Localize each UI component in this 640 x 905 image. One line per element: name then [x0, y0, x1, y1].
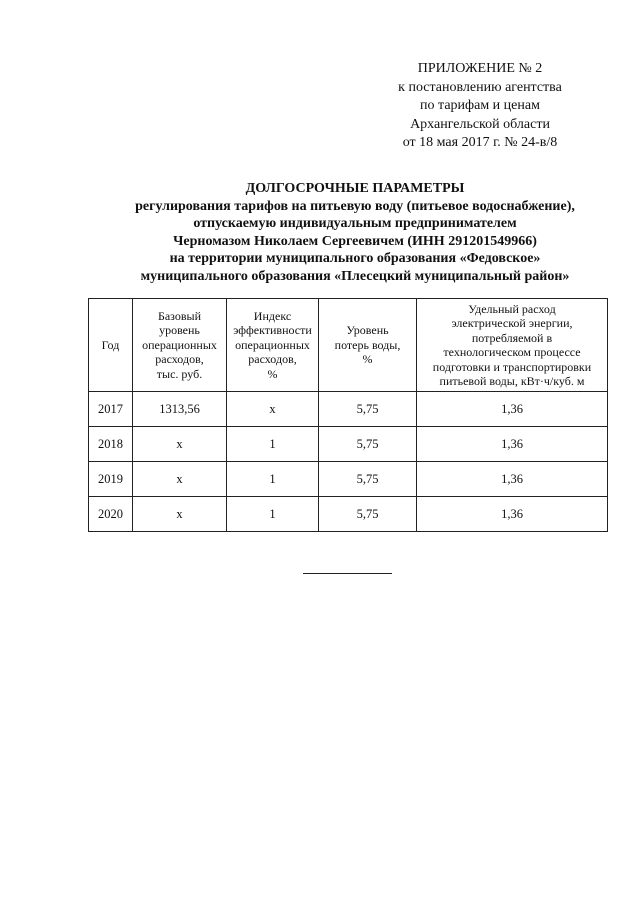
header-energy-consumption: Удельный расход электрической энергии, потребляемой в технологическом процессе подготовки и транспортировки питьевой воды, кВт·ч/куб. м — [417, 299, 608, 392]
title-line: Черномазом Николаем Сергеевичем (ИНН 291201549966) — [173, 233, 537, 249]
title-heading: ДОЛГОСРОЧНЫЕ ПАРАМЕТРЫ — [245, 181, 465, 196]
cell-efficiency-index: 1 — [227, 462, 319, 497]
header-efficiency-index: Индекс эффективности операционных расходов, % — [227, 299, 319, 392]
cell-energy-consumption: 1,36 — [417, 427, 608, 462]
cell-base-opex: x — [133, 427, 227, 462]
cell-water-loss: 5,75 — [319, 427, 417, 462]
cell-base-opex: 1313,56 — [133, 392, 227, 427]
header-year: Год — [89, 299, 133, 392]
title-line: регулирования тарифов на питьевую воду (питьевое водоснабжение), — [135, 198, 575, 214]
cell-water-loss: 5,75 — [319, 497, 417, 532]
cell-water-loss: 5,75 — [319, 392, 417, 427]
cell-year: 2017 — [89, 392, 133, 427]
cell-efficiency-index: 1 — [227, 427, 319, 462]
closing-divider — [303, 573, 392, 574]
appendix-line: от 18 мая 2017 г. № 24-в/8 — [402, 135, 558, 150]
cell-efficiency-index: 1 — [227, 497, 319, 532]
appendix-line: по тарифам и ценам — [420, 98, 540, 113]
cell-energy-consumption: 1,36 — [417, 497, 608, 532]
cell-year: 2019 — [89, 462, 133, 497]
table-row — [89, 497, 608, 532]
appendix-block — [380, 60, 580, 153]
cell-efficiency-index: x — [227, 392, 319, 427]
cell-energy-consumption: 1,36 — [417, 392, 608, 427]
cell-year: 2018 — [89, 427, 133, 462]
header-water-loss: Уровень потерь воды, % — [319, 299, 417, 392]
cell-base-opex: x — [133, 497, 227, 532]
document-title — [60, 180, 640, 285]
cell-year: 2020 — [89, 497, 133, 532]
title-line: отпускаемую индивидуальным предпринимателем — [193, 216, 517, 231]
cell-energy-consumption: 1,36 — [417, 462, 608, 497]
table-row — [89, 462, 608, 497]
title-line: на территории муниципального образования «Федовское» — [169, 251, 541, 266]
appendix-line: Архангельской области — [410, 116, 550, 132]
cell-base-opex: x — [133, 462, 227, 497]
title-line: муниципального образования «Плесецкий муниципальный район» — [140, 268, 570, 284]
appendix-line: ПРИЛОЖЕНИЕ № 2 — [417, 61, 543, 76]
appendix-line: к постановлению агентства — [398, 79, 562, 95]
cell-water-loss: 5,75 — [319, 462, 417, 497]
table-row — [89, 392, 608, 427]
table-header-row — [89, 299, 608, 392]
table-row — [89, 427, 608, 462]
parameters-table — [88, 298, 608, 532]
header-base-opex: Базовый уровень операционных расходов, тыс. руб. — [133, 299, 227, 392]
